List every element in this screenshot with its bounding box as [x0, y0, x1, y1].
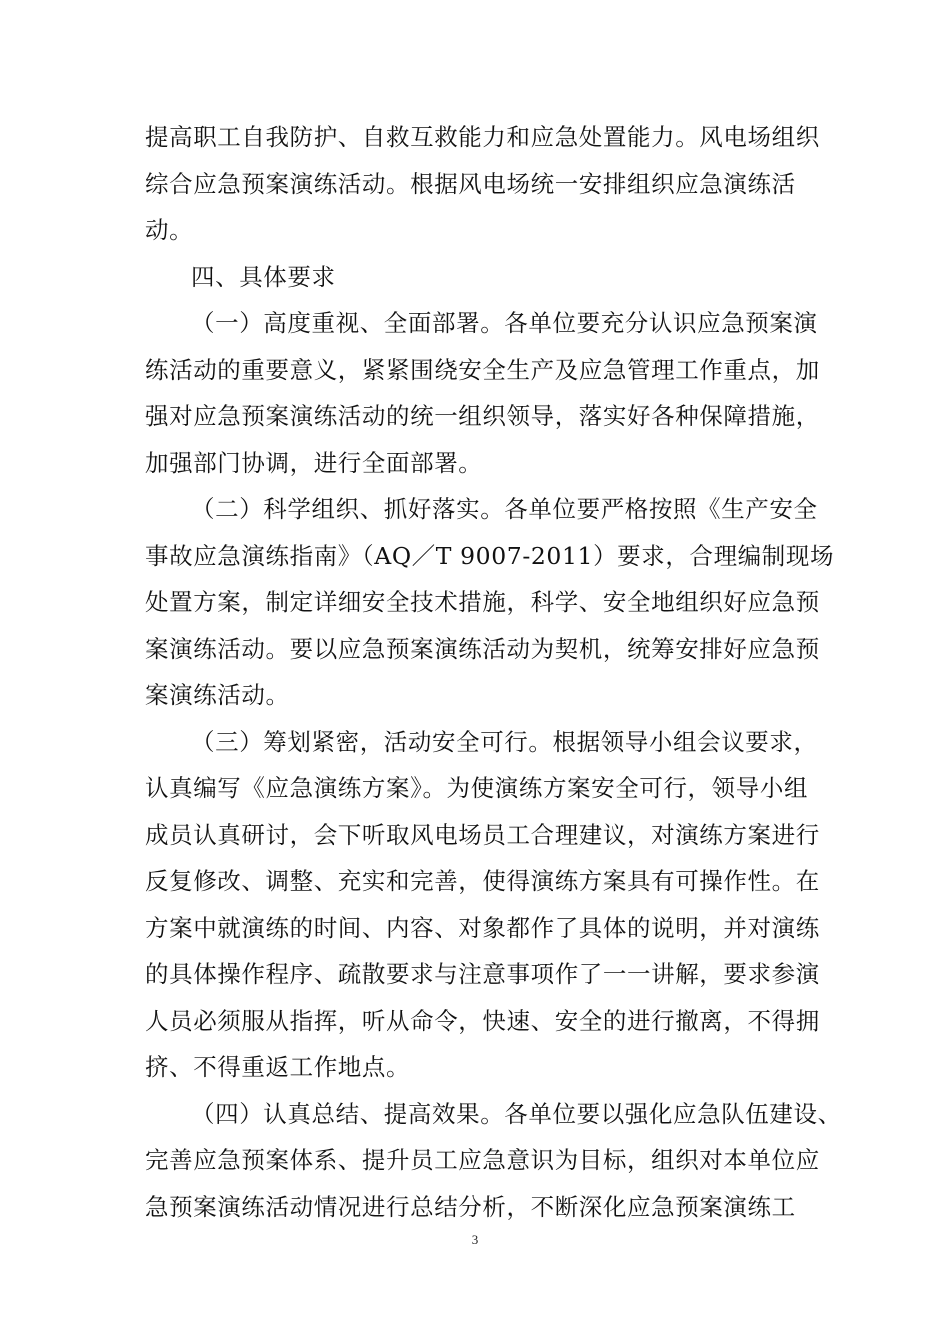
paragraph-line: 提高职工自我防护、自救互救能力和应急处置能力。风电场组织	[145, 123, 820, 151]
paragraph-line: （四）认真总结、提高效果。各单位要以强化应急队伍建设、	[191, 1099, 842, 1128]
paragraph-line: 人员必须服从指挥，听从命令，快速、安全的进行撤离，不得拥	[145, 1006, 820, 1035]
paragraph-line: 成员认真研讨，会下听取风电场员工合理建议，对演练方案进行	[145, 820, 820, 849]
paragraph-line: 练活动的重要意义，紧紧围绕安全生产及应急管理工作重点，加	[145, 355, 820, 384]
paragraph-line: 的具体操作程序、疏散要求与注意事项作了一一讲解，要求参演	[145, 960, 820, 988]
paragraph-line: 反复修改、调整、充实和完善，使得演练方案具有可操作性。在	[145, 867, 820, 895]
paragraph-line: （三）筹划紧密，活动安全可行。根据领导小组会议要求，	[191, 727, 818, 756]
paragraph-line: 事故应急演练指南》（AQ／T 9007-2011）要求，合理编制现场	[145, 541, 835, 570]
page-number: 3	[471, 1232, 479, 1247]
paragraph-line: 急预案演练活动情况进行总结分析，不断深化应急预案演练工	[145, 1192, 796, 1221]
document-body	[145, 114, 842, 1230]
paragraph-line: （一）高度重视、全面部署。各单位要充分认识应急预案演	[191, 309, 818, 337]
paragraph-line: 案演练活动。	[145, 681, 290, 709]
paragraph-line: 综合应急预案演练活动。根据风电场统一安排组织应急演练活	[145, 169, 796, 198]
paragraph-line: 强对应急预案演练活动的统一组织领导，落实好各种保障措施，	[145, 402, 820, 430]
section-heading: 四、具体要求	[191, 262, 336, 291]
paragraph-line: 处置方案，制定详细安全技术措施，科学、安全地组织好应急预	[145, 588, 820, 616]
paragraph-line: 挤、不得重返工作地点。	[145, 1053, 411, 1081]
paragraph-line: 完善应急预案体系、提升员工应急意识为目标，组织对本单位应	[145, 1146, 820, 1174]
paragraph-line: 认真编写《应急演练方案》。为使演练方案安全可行，领导小组	[145, 774, 809, 802]
paragraph-line: 方案中就演练的时间、内容、对象都作了具体的说明，并对演练	[145, 913, 820, 942]
paragraph-line: （二）科学组织、抓好落实。各单位要严格按照《生产安全	[191, 495, 818, 523]
paragraph-line: 动。	[145, 216, 194, 244]
paragraph-line: 案演练活动。要以应急预案演练活动为契机，统筹安排好应急预	[145, 634, 820, 663]
paragraph-line: 加强部门协调，进行全面部署。	[145, 448, 483, 477]
